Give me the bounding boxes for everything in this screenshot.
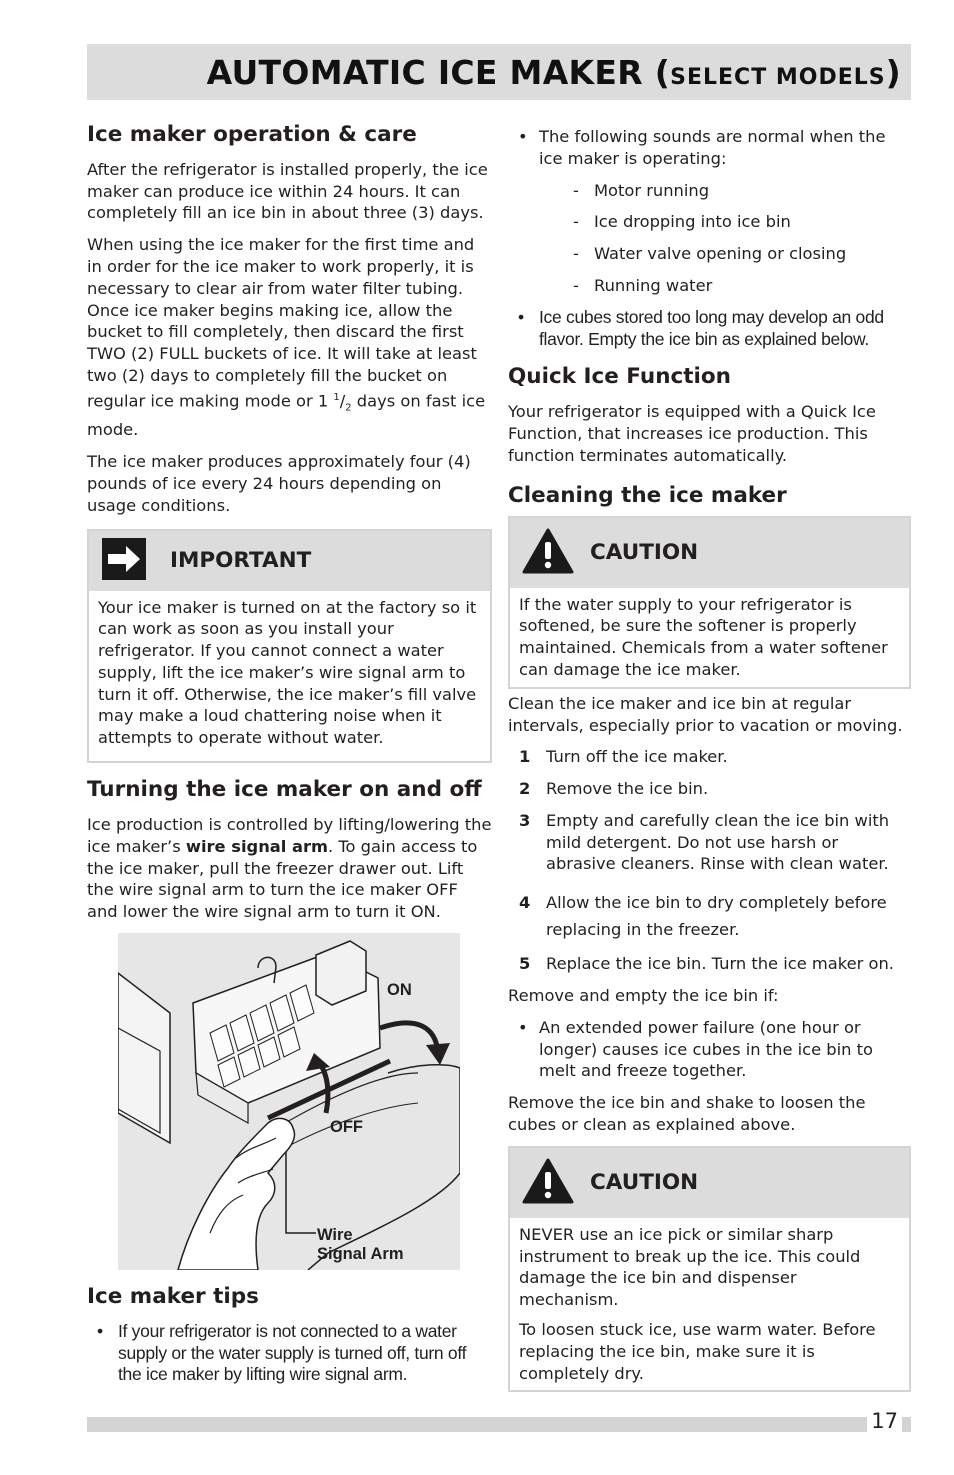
- title-close-paren: ): [885, 52, 901, 92]
- left-column: [87, 122, 492, 1396]
- cleaning-heading: Cleaning the ice maker: [508, 482, 787, 508]
- sound-item-water-valve: - Water valve opening or closing: [508, 243, 911, 265]
- warning-icon: [522, 1158, 574, 1208]
- step-5: [508, 953, 911, 975]
- important-body: [89, 591, 490, 762]
- important-header: [89, 531, 490, 591]
- page-title: [207, 53, 901, 92]
- step-3: [508, 810, 911, 875]
- warning-icon: [522, 528, 574, 578]
- fraction-numerator: 1: [333, 391, 340, 403]
- step-1-text: Turn off the ice maker.: [546, 747, 728, 767]
- caution-box-2: [508, 1146, 911, 1393]
- important-label: IMPORTANT: [170, 548, 312, 573]
- step-2-text: Remove the ice bin.: [546, 779, 709, 799]
- title-main: AUTOMATIC ICE MAKER (: [206, 52, 671, 92]
- onoff-text-b: . To gain access to the ice maker, pull the freezer drawer out. Lift the wire signal arm to turn the ice maker OFF and lower the wire signal arm to turn it ON.: [87, 836, 478, 922]
- step-4-number: 4: [519, 893, 531, 913]
- step-3-number: 3: [519, 810, 531, 830]
- onoff-paragraph: [87, 814, 492, 923]
- empty-intro: Remove and empty the ice bin if:: [508, 986, 779, 1006]
- arrow-right-icon: [102, 538, 146, 584]
- figure-label-signal-arm: Signal Arm: [317, 1244, 404, 1263]
- quick-ice-heading: Quick Ice Function: [508, 364, 731, 390]
- sounds-intro-bullet: • The following sounds are normal when the ice maker is operating:: [508, 126, 911, 170]
- onoff-text-a: Ice production is controlled by lifting/lowering the ice maker’s: [87, 814, 492, 856]
- figure-label-off: OFF: [330, 1117, 363, 1136]
- caution-text-2b: To loosen stuck ice, use warm water. Before replacing the ice bin, make sure it is completely dry.: [519, 1320, 876, 1383]
- caution-text-1: If the water supply to your refrigerator is softened, be sure the softener is properly maintained. Chemicals from a water softener can damage the ice maker.: [519, 594, 888, 679]
- operation-heading: Ice maker operation & care: [87, 122, 417, 147]
- step-1: [508, 746, 911, 768]
- onoff-heading: Turning the ice maker on and off: [87, 777, 482, 803]
- operation-paragraph-3: The ice maker produces approximately four (4) pounds of ice every 24 hours depending on usage conditions.: [87, 452, 471, 515]
- onoff-bold-wire-signal-arm: wire signal arm: [185, 836, 329, 856]
- clean-intro: Clean the ice maker and ice bin at regular intervals, especially prior to vacation or moving.: [508, 693, 903, 735]
- ice-maker-illustration: [118, 933, 460, 1270]
- step-1-number: 1: [519, 747, 531, 767]
- caution-header-2: [510, 1148, 909, 1218]
- tips-bullet-1: • If your refrigerator is not connected to a water supply or the water supply is turned off, turn off the ice maker by lifting wire signal arm.: [87, 1321, 492, 1386]
- caution-header-1: [510, 518, 909, 588]
- right-column: [508, 126, 911, 1404]
- step-3-text: Empty and carefully clean the ice bin with mild detergent. Do not use harsh or abrasive cleaners. Rinse with clean water.: [546, 810, 890, 874]
- sound-item-motor: - Motor running: [508, 180, 911, 202]
- step-5-text: Replace the ice bin. Turn the ice maker on.: [546, 954, 894, 974]
- tips-heading: Ice maker tips: [87, 1283, 259, 1309]
- caution-body-2: [510, 1218, 909, 1391]
- title-select-models: SELECT MODELS: [670, 64, 886, 90]
- step-2-number: 2: [519, 779, 531, 799]
- odd-flavor-bullet: • Ice cubes stored too long may develop an odd flavor. Empty the ice bin as explained below.: [508, 307, 911, 351]
- caution-box-1: [508, 516, 911, 689]
- caution-label-2: CAUTION: [590, 1170, 699, 1196]
- caution-text-2a: NEVER use an ice pick or similar sharp instrument to break up the ice. This could damage the ice bin and dispenser mechanism.: [519, 1224, 861, 1310]
- power-failure-bullet: • An extended power failure (one hour or longer) causes ice cubes in the ice bin to melt and freeze together.: [508, 1017, 911, 1082]
- sound-item-ice-dropping: - Ice dropping into ice bin: [508, 211, 911, 233]
- step-5-number: 5: [519, 954, 531, 974]
- figure-label-wire: Wire: [317, 1225, 353, 1244]
- quick-ice-text: Your refrigerator is equipped with a Quick Ice Function, that increases ice production. This function terminates automatically.: [508, 402, 876, 465]
- operation-p2-text-a: When using the ice maker for the first time and in order for the ice maker to work properly, it is necessary to clear air from water filter tubing. Once ice maker begins making ice, allow the bucket to fill completely, then discard the first TWO (2) FULL buckets of ice. It will take at least two (2) days to completely fill the bucket on regular ice making mode or 1: [87, 235, 477, 411]
- figure-label-on: ON: [387, 980, 412, 999]
- important-text: Your ice maker is turned on at the factory so it can work as soon as you install your refrigerator. If you cannot connect a water supply, lift the ice maker’s wire signal arm to turn it off. Otherwise, the ice maker’s fill valve may make a loud chattering noise when it attempts to operate without water.: [98, 597, 477, 748]
- operation-paragraph-1: After the refrigerator is installed properly, the ice maker can produce ice within 24 hours. It can completely fill an ice bin in about three (3) days.: [87, 159, 488, 223]
- page-number: 17: [867, 1409, 902, 1433]
- operation-p2-text-b: days on fast ice mode.: [87, 391, 486, 440]
- shake-text: Remove the ice bin and shake to loosen the cubes or clean as explained above.: [508, 1093, 866, 1135]
- footer-bar: [87, 1417, 911, 1432]
- important-box: [87, 529, 492, 764]
- title-bar: [87, 44, 911, 100]
- operation-paragraph-2: When using the ice maker for the first time and in order for the ice maker to work properly, it is necessary to clear air from water filter tubing. Once ice maker begins making ice, allow the bucket to fill completely, then discard the first TWO (2) FULL buckets of ice. It will take at least two (2) days to completely fill the bucket on regular ice making mode or 1 $^1/_2$ days on fast ice mode.: [87, 235, 486, 440]
- step-2: [508, 778, 911, 800]
- step-4: [508, 889, 911, 943]
- caution-body-1: [510, 588, 909, 687]
- sound-item-running-water: - Running water: [508, 275, 911, 297]
- step-4-text: Allow the ice bin to dry completely before replacing in the freezer.: [546, 893, 887, 940]
- caution-label-1: CAUTION: [590, 540, 699, 566]
- fraction-denominator: 2: [345, 402, 352, 414]
